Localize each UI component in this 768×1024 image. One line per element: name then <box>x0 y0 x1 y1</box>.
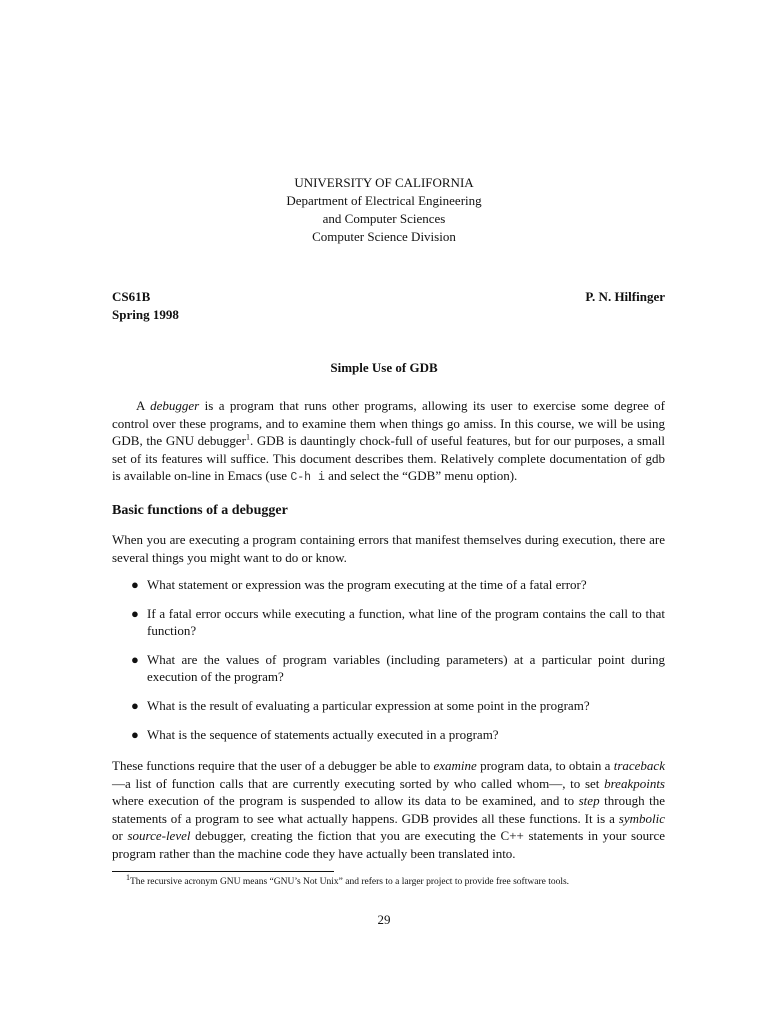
footnote-mark: 1 <box>126 872 130 882</box>
intro-text-b: is a program that runs other programs, allowing its user to exercise some degree of control over these programs, and to examine them when things go amiss. In this course, we will be using GDB, the GNU debugger <box>112 398 665 449</box>
department-name-cont: and Computer Sciences <box>322 211 446 226</box>
term-examine: examine <box>433 758 477 773</box>
term-breakpoints: breakpoints <box>604 775 665 791</box>
bullet-icon: ● <box>131 651 139 667</box>
term-debugger: debugger <box>150 398 200 413</box>
course-info <box>112 288 179 324</box>
para3-text-a: These functions require that the user of a debugger be able to <box>112 758 434 773</box>
document-title: Simple Use of GDB <box>330 360 438 375</box>
page-number: 29 <box>377 912 391 927</box>
intro-text-c: . GDB is dauntingly chock-full of useful features, but for our purposes, a small set of its features will suffice. This document describes them. Relatively complete documentation of gdb is available on-line in Emacs (use <box>112 433 665 484</box>
footnote-ref: 1 <box>246 432 250 442</box>
para3-text-e: through the statements of a program to see what actually happens. GDB provides all these functions. It is a <box>112 793 665 826</box>
functions-paragraph <box>112 757 665 863</box>
term-step: step <box>578 793 600 809</box>
list-item-text: What is the result of evaluating a particular expression at some point in the program? <box>147 697 590 713</box>
list-item <box>112 697 665 715</box>
footnote <box>112 872 665 888</box>
para3-text-g: debugger, creating the fiction that you are executing the C++ statements in your source program rather than the machine code they have actually been translated into. <box>112 828 665 861</box>
list-item-text: What is the sequence of statements actually executed in a program? <box>147 726 499 742</box>
question-list <box>112 576 665 754</box>
para3-text-b: program data, to obtain a <box>476 758 614 773</box>
situation-paragraph: When you are executing a program containing errors that manifest themselves during execution, there are several things you might want to do or know. <box>112 532 665 565</box>
list-item <box>112 605 665 640</box>
list-item <box>112 726 665 744</box>
author-name: P. N. Hilfinger <box>585 289 665 304</box>
para3-text-f: or <box>112 828 128 844</box>
term-traceback: traceback <box>613 758 665 773</box>
footnote-text: The recursive acronym GNU means “GNU’s Not Unix” and refers to a larger project to provide free software tools. <box>130 877 570 887</box>
bullet-icon: ● <box>131 605 139 621</box>
list-item <box>112 576 665 594</box>
course-term: Spring 1998 <box>112 307 179 322</box>
course-code: CS61B <box>112 289 151 304</box>
para3-text-c: —a list of function calls that are currently executing sorted by who called whom—, to set <box>112 775 605 791</box>
intro-text-d: and select the “GDB” menu option). <box>324 468 518 484</box>
section-heading: Basic functions of a debugger <box>112 503 288 518</box>
intro-text-a: A <box>136 398 151 413</box>
inline-code-keys: C-h i <box>290 471 325 485</box>
university-name: UNIVERSITY OF CALIFORNIA <box>294 175 474 190</box>
department-name: Department of Electrical Engineering <box>286 193 482 208</box>
bullet-icon: ● <box>131 577 139 592</box>
bullet-icon: ● <box>131 697 139 713</box>
term-symbolic: symbolic <box>618 810 665 826</box>
list-item-text: What statement or expression was the program executing at the time of a fatal error? <box>147 577 587 592</box>
bullet-icon: ● <box>131 726 139 742</box>
para3-text-d: where execution of the program is suspended to allow its data to be examined, and to <box>112 793 579 809</box>
list-item-text: What are the values of program variables (including parameters) at a particular point during execution of the program? <box>147 651 665 685</box>
footnote-divider <box>112 871 334 872</box>
intro-paragraph <box>112 397 665 487</box>
institution-header <box>0 174 768 246</box>
term-source-level: source-level <box>127 828 191 844</box>
list-item <box>112 651 665 686</box>
division-name: Computer Science Division <box>312 229 456 244</box>
list-item-text: If a fatal error occurs while executing a function, what line of the program contains the call to that function? <box>147 605 665 639</box>
